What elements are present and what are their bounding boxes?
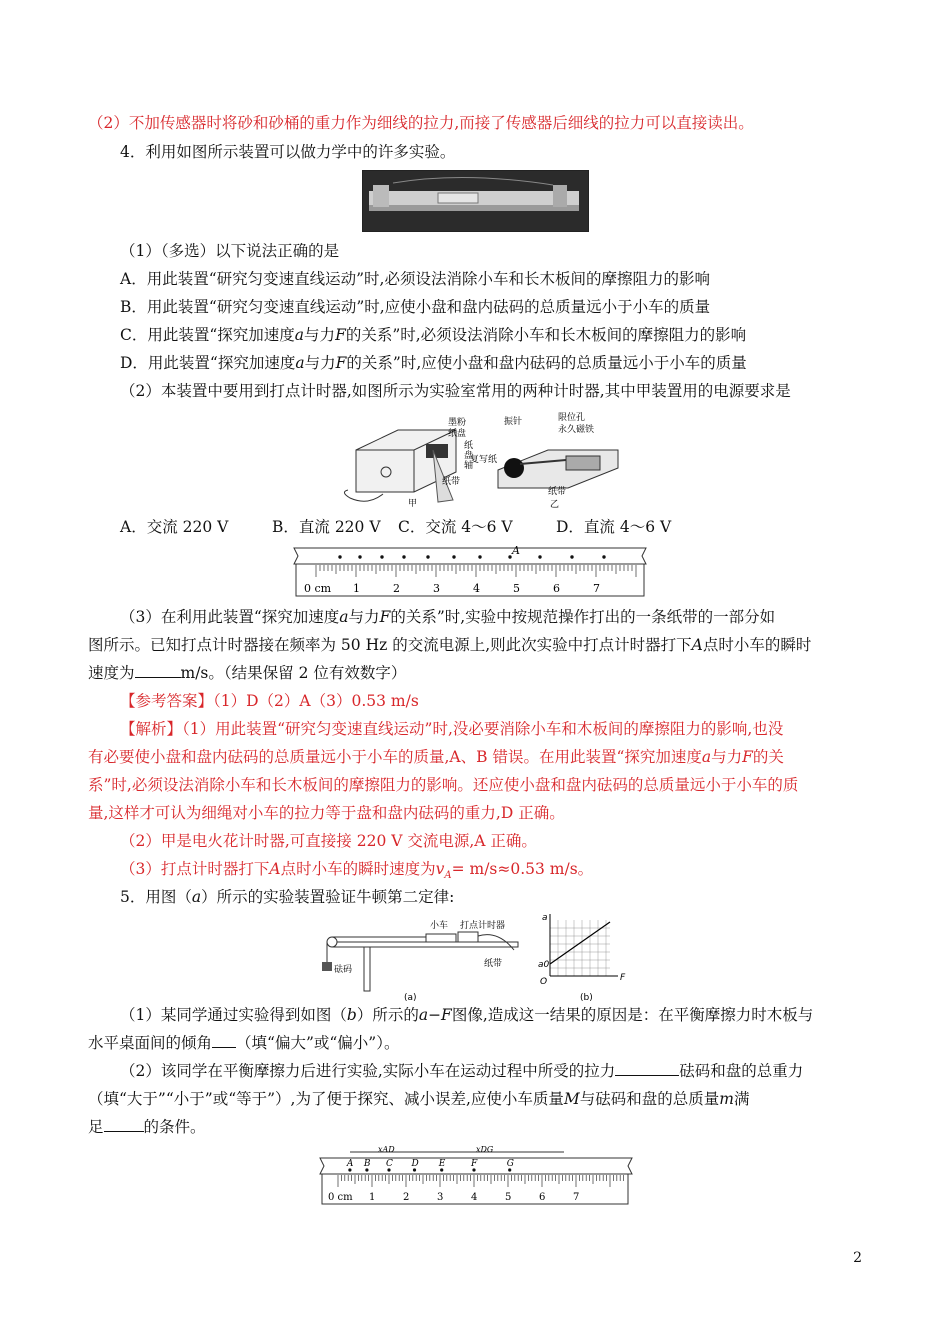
explanation-line4: 量,这样才可认为细绳对小车的拉力等于盘和盘内砝码的重力,D 正确。 — [88, 804, 565, 822]
svg-text:A: A — [512, 544, 520, 557]
tape1-dot — [452, 555, 455, 558]
choice-d: D．直流 4～6 V — [556, 518, 672, 536]
tape1-dot — [426, 555, 429, 558]
tape2-point-label: C — [386, 1159, 393, 1169]
svg-text:xDG: xDG — [476, 1146, 494, 1154]
ruler-tape-1 — [290, 544, 650, 600]
choice-c: C．交流 4～6 V — [398, 518, 513, 536]
tape2-point-label: B — [363, 1159, 371, 1169]
tape2-point-label: D — [411, 1159, 419, 1169]
tape1-dot — [570, 555, 573, 558]
q4-part3-line1: （3）在利用此装置“探究加速度a与力F的关系”时,实验中按规范操作打出的一条纸带的一部分如 — [120, 608, 776, 626]
option-c: C．用此装置“探究加速度a与力F的关系”时,必须设法消除小车和长木板间的摩擦阻力的影响 — [120, 326, 747, 344]
tape1-dot — [602, 555, 605, 558]
tape1-dot — [538, 555, 541, 558]
ruler2-tick-label: 2 — [403, 1192, 410, 1203]
svg-text:砝码: 砝码 — [334, 965, 353, 975]
ruler2-tick-label: 1 — [369, 1192, 376, 1203]
ruler1-tick-label: 2 — [393, 582, 400, 595]
svg-text:a0: a0 — [538, 960, 550, 970]
explanation-line6: （3）打点计时器打下A点时小车的瞬时速度为$v_A= m/s\approx 0.53$ m/s。 — [120, 860, 594, 882]
svg-text:纸带: 纸带 — [442, 477, 461, 487]
newton-setup-figure — [318, 910, 628, 1006]
svg-text:纸: 纸 — [464, 441, 474, 451]
svg-text:复写纸: 复写纸 — [470, 455, 498, 465]
svg-text:小车: 小车 — [430, 921, 449, 931]
ruler2-tick-label: 5 — [505, 1192, 512, 1203]
svg-text:纸盘: 纸盘 — [448, 429, 467, 439]
svg-text:(a): (a) — [404, 993, 417, 1003]
explanation-line3: 系”时,必须设法消除小车和长木板间的摩擦阻力的影响。还应使小盘和盘内砝码的总质量远小于小车的质 — [88, 776, 799, 794]
q4-part3-line3: 速度为 m/s。（结果保留 2 位有效数字） — [88, 664, 407, 682]
explanation-line2: 有必要使小盘和盘内砝码的总质量远小于小车的质量,A、B 错误。在用此装置“探究加速度a与力F的关 — [88, 748, 784, 766]
q4-part3-line2: 图所示。已知打点计时器接在频率为 50 Hz 的交流电源上,则此次实验中打点计时器打下A点时小车的瞬时 — [88, 636, 812, 654]
tape1-dot — [358, 555, 361, 558]
explanation-line1: 【解析】（1）用此装置“研究匀变速直线运动”时,没必要消除小车和木板间的摩擦阻力的影响,也没 — [120, 720, 784, 738]
svg-text:0 cm: 0 cm — [328, 1192, 353, 1203]
ruler1-tick-label: 5 — [513, 582, 520, 595]
q5-part1-line1: （1）某同学通过实验得到如图（b）所示的a−F图像,造成这一结果的原因是：在平衡摩擦力时木板与 — [120, 1006, 814, 1024]
svg-text:(b): (b) — [580, 993, 593, 1003]
svg-text:振针: 振针 — [504, 417, 523, 427]
ruler1-tick-label: 7 — [593, 582, 600, 595]
ruler1-tick-label: 6 — [553, 582, 560, 595]
tape2-point-label: A — [346, 1159, 354, 1169]
tape1-dot — [380, 555, 383, 558]
question-4-title: 4．利用如图所示装置可以做力学中的许多实验。 — [120, 143, 456, 161]
svg-text:乙: 乙 — [550, 500, 560, 510]
svg-text:O: O — [540, 977, 548, 987]
ruler2-tick-label: 6 — [539, 1192, 546, 1203]
answer-key: 【参考答案】（1）D（2）A（3）0.53 m/s — [120, 692, 419, 710]
ruler2-tick-label: 7 — [573, 1192, 580, 1203]
svg-text:打点计时器: 打点计时器 — [460, 921, 506, 931]
svg-text:永久磁铁: 永久磁铁 — [558, 425, 595, 435]
svg-text:轴: 轴 — [464, 461, 474, 471]
q5-part2-line2: （填“大于”“小于”或“等于”）,为了便于探究、减小误差,应使小车质量M与砝码和盘的总质量m满 — [88, 1090, 750, 1108]
ruler-tape-2 — [316, 1146, 636, 1208]
svg-text:墨粉: 墨粉 — [448, 418, 467, 428]
svg-text:0 cm: 0 cm — [304, 582, 332, 595]
svg-text:xAD: xAD — [378, 1146, 395, 1154]
svg-text:纸带: 纸带 — [548, 487, 567, 497]
tape2-point-label: G — [506, 1159, 514, 1169]
ruler1-tick-label: 1 — [353, 582, 360, 595]
apparatus-photo — [362, 170, 589, 232]
choice-b: B．直流 220 V — [272, 518, 381, 536]
ruler1-tick-label: 4 — [473, 582, 480, 595]
svg-text:F: F — [620, 973, 626, 983]
svg-text:a: a — [542, 913, 548, 923]
tape1-dot — [402, 555, 405, 558]
svg-text:盘: 盘 — [464, 451, 474, 461]
svg-text:纸带: 纸带 — [484, 959, 503, 969]
option-a: A．用此装置“研究匀变速直线运动”时,必须设法消除小车和长木板间的摩擦阻力的影响 — [120, 270, 710, 288]
q4-part2: （2）本装置中要用到打点计时器,如图所示为实验室常用的两种计时器,其中甲装置用的电源要求是 — [120, 382, 791, 400]
line-sensor-note: （2）不加传感器时将砂和砂桶的重力作为细线的拉力,而接了传感器后细线的拉力可以直接读出。 — [88, 114, 754, 132]
ruler2-tick-label: 4 — [471, 1192, 478, 1203]
ruler2-tick-label: 3 — [437, 1192, 444, 1203]
choice-a: A．交流 220 V — [120, 518, 229, 536]
tape2-point-label: F — [471, 1159, 478, 1169]
q5-part1-line2: 水平桌面间的倾角 （填“偏大”或“偏小”）。 — [88, 1034, 400, 1052]
option-b: B．用此装置“研究匀变速直线运动”时,应使小盘和盘内砝码的总质量远小于小车的质量 — [120, 298, 711, 316]
question-5-title: 5．用图（a）所示的实验装置验证牛顿第二定律: — [120, 888, 455, 906]
tape2-point-label: E — [438, 1159, 446, 1169]
tape1-dot — [478, 555, 481, 558]
q5-part2-line3: 足 的条件。 — [88, 1118, 206, 1136]
q5-part2-line1: （2）该同学在平衡摩擦力后进行实验,实际小车在运动过程中所受的拉力 砝码和盘的总重力 — [120, 1062, 804, 1080]
svg-text:限位孔: 限位孔 — [558, 413, 586, 423]
timers-figure — [338, 410, 628, 510]
q4-part1: （1）（多选）以下说法正确的是 — [120, 242, 340, 260]
option-d: D．用此装置“探究加速度a与力F的关系”时,应使小盘和盘内砝码的总质量远小于小车的质量 — [120, 354, 747, 372]
page-number: 2 — [853, 1250, 862, 1266]
svg-text:甲: 甲 — [408, 499, 418, 509]
explanation-line5: （2）甲是电火花计时器,可直接接 220 V 交流电源,A 正确。 — [120, 832, 537, 850]
ruler1-tick-label: 3 — [433, 582, 440, 595]
tape1-dot — [338, 555, 341, 558]
